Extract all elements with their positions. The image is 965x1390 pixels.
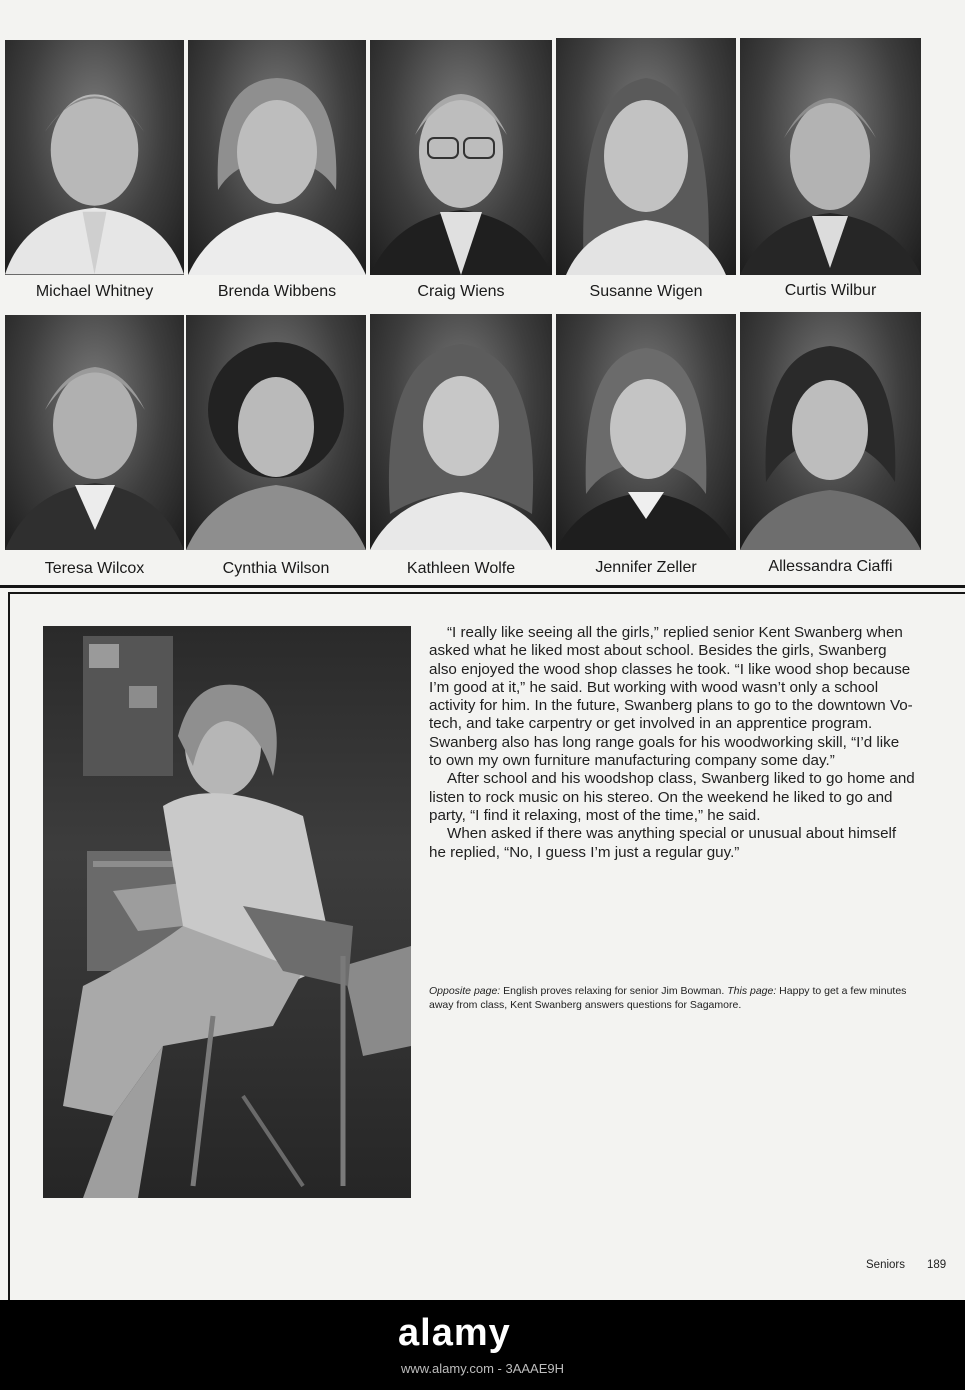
photo-caption — [429, 984, 915, 1012]
divider-rule-top — [0, 585, 965, 588]
divider-rule-inner — [8, 592, 965, 594]
caption-text-opposite: English proves relaxing for senior Jim Bowman. — [500, 985, 728, 997]
caption-label-this: This page: — [727, 985, 777, 997]
story-paragraph-3: When asked if there was anything special or unusual about himself he replied, “No, I guess I’m just a regular guy.” — [429, 825, 897, 861]
portrait-photo-1 — [5, 40, 184, 275]
portrait-photo-10 — [740, 312, 921, 550]
portrait-name-7: Cynthia Wilson — [222, 560, 330, 577]
story-paragraph-1: “I really like seeing all the girls,” replied senior Kent Swanberg when asked what he liked most about school. Besides the girls, Swanberg also enjoyed the wood shop classes he took. “I like wood shop because I’m good at it,” he said. But working with wood wasn’t only a school activity for him. In the future, Swanberg plans to go to the downtown Vo-tech, and take carpentry or get involved in an apprentice program. Swanberg also has long range goals for his woodworking skill, “I’d like to own my own furniture manufacturing company some day.” — [429, 624, 913, 770]
watermark-url: www.alamy.com - 3AAAE9H — [400, 1361, 565, 1376]
caption-label-opposite: Opposite page: — [429, 985, 501, 997]
portrait-photo-4 — [556, 38, 736, 275]
portrait-photo-2 — [188, 40, 366, 275]
portrait-photo-8 — [370, 314, 552, 550]
folio-page-number: 189 — [927, 1259, 947, 1271]
portrait-photo-9 — [556, 314, 736, 550]
portrait-name-2: Brenda Wibbens — [217, 283, 337, 300]
portrait-name-1: Michael Whitney — [35, 283, 154, 300]
feature-photo — [43, 626, 411, 1198]
watermark-logo: alamy — [398, 1312, 511, 1354]
portrait-photo-5 — [740, 38, 921, 275]
portrait-name-3: Craig Wiens — [417, 283, 505, 300]
caption-text-this: Happy to get a few minutes away from class, Kent Swanberg answers questions for Sagamore. — [429, 985, 907, 1011]
portrait-photo-3 — [370, 40, 552, 275]
folio-section: Seniors — [866, 1259, 905, 1271]
feature-story — [429, 624, 915, 862]
portrait-name-5: Curtis Wilbur — [784, 282, 877, 299]
divider-rule-left — [8, 592, 10, 1300]
portrait-name-9: Jennifer Zeller — [595, 559, 697, 576]
story-paragraph-2: After school and his woodshop class, Swanberg liked to go home and listen to rock music on his stereo. On the weekend he liked to go and party, “I find it relaxing, most of the time,” he said. — [429, 770, 915, 824]
portrait-photo-7 — [186, 315, 366, 550]
portrait-photo-6 — [5, 315, 184, 550]
portrait-name-8: Kathleen Wolfe — [406, 560, 516, 577]
portrait-name-4: Susanne Wigen — [589, 283, 703, 300]
portrait-name-6: Teresa Wilcox — [44, 560, 145, 577]
portrait-name-10: Allessandra Ciaffi — [768, 558, 893, 575]
